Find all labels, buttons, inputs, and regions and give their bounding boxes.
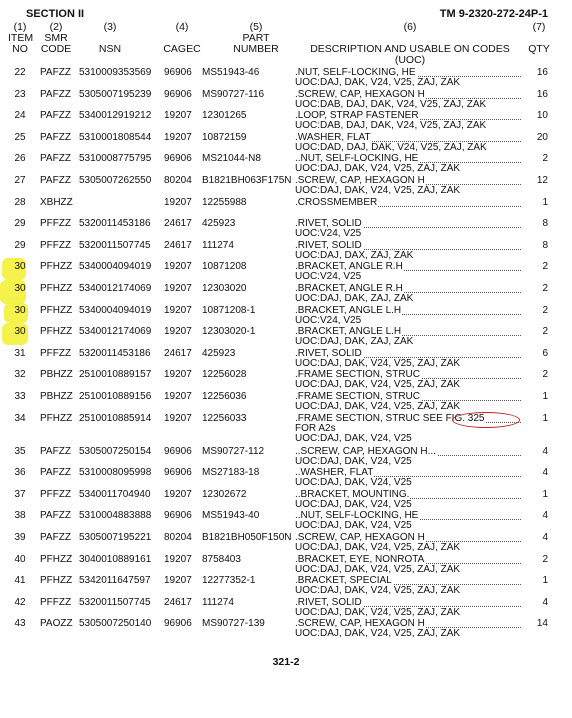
uoc-line: UOC:DAJ, DAK, V24, V25, ZAJ, ZAK <box>295 585 461 597</box>
column-header-label: DESCRIPTION AND USABLE ON CODES (UOC) <box>310 43 510 66</box>
uoc-line: UOC:DAJ, DAK, V24, V25 <box>295 520 412 532</box>
column-header-label: ITEM <box>8 32 34 44</box>
item-number: 42 <box>14 596 26 608</box>
cage-code: 19207 <box>164 304 192 316</box>
item-number: 29 <box>14 239 26 251</box>
nsn: 5320011453186 <box>79 218 151 230</box>
part-number: MS90727-112 <box>202 445 265 457</box>
description: ..NUT, SELF-LOCKING, HE <box>295 510 419 522</box>
quantity: 4 <box>542 467 548 479</box>
item-number: 33 <box>14 391 26 402</box>
uoc-line: UOC:DAJ, DAK, V24, V25, ZAJ, ZAK <box>295 606 461 618</box>
item-number: 30 <box>14 261 26 273</box>
description: .SCREW, CAP, HEXAGON H <box>295 532 425 543</box>
smr-code: PFHZZ <box>40 326 73 338</box>
part-number: MS90727-139 <box>202 618 265 630</box>
nsn: 5305007195239 <box>79 88 152 100</box>
quantity: 4 <box>542 596 548 608</box>
part-number: MS90727-116 <box>202 88 265 100</box>
uoc-line: UOC:V24, V25 <box>295 271 362 283</box>
item-number: 25 <box>14 131 26 143</box>
column-header-label: CAGEC <box>163 43 201 55</box>
column-number: (6) <box>403 21 417 33</box>
smr-code: XBHZZ <box>40 196 73 208</box>
part-number: MS27183-18 <box>202 467 260 479</box>
cage-code: 96906 <box>164 445 192 457</box>
quantity: 1 <box>542 575 548 587</box>
part-number: B1821BH063F175N <box>202 175 292 186</box>
page-number: 321-2 <box>272 656 300 668</box>
quantity: 2 <box>542 304 548 316</box>
uoc-line: UOC:DAJ, DAK, V24, V25, ZAJ, ZAK <box>295 185 461 196</box>
smr-code: PAFZZ <box>40 175 71 186</box>
uoc-line: UOC:V24, V25 <box>295 314 362 326</box>
uoc-line: UOC:DAJ, DAX, ZAJ, ZAK <box>295 249 414 261</box>
quantity: 14 <box>536 618 548 630</box>
quantity: 2 <box>542 283 548 294</box>
cage-code: 96906 <box>164 510 192 522</box>
cage-code: 24617 <box>164 596 192 608</box>
smr-code: PAFZZ <box>40 532 71 543</box>
nsn: 5305007250140 <box>79 618 152 630</box>
item-number: 30 <box>14 283 26 294</box>
cage-code: 19207 <box>164 196 192 208</box>
part-number: MS51943-40 <box>202 510 260 522</box>
part-number: MS51943-46 <box>202 67 260 78</box>
nsn: 5320011453186 <box>79 347 151 359</box>
quantity: 4 <box>542 510 548 522</box>
smr-code: PAFZZ <box>40 110 71 122</box>
smr-code: PAFZZ <box>40 467 71 479</box>
part-number: 12255988 <box>202 196 247 208</box>
smr-code: PFHZZ <box>40 261 73 273</box>
description: ..SCREW, CAP, HEXAGON H... <box>295 445 436 457</box>
part-number: 12301265 <box>202 110 247 122</box>
cage-code: 96906 <box>164 153 192 165</box>
column-number: (7) <box>532 21 546 33</box>
smr-code: PAFZZ <box>40 445 71 457</box>
smr-code: PFFZZ <box>40 347 72 359</box>
uoc-line: UOC:DAJ, DAK, V24, V25, ZAJ, ZAK <box>295 563 461 575</box>
smr-code: PAFZZ <box>40 131 71 143</box>
quantity: 2 <box>542 153 548 165</box>
nsn: 5310004883888 <box>79 510 152 522</box>
nsn: 5342011647597 <box>79 575 151 587</box>
item-number: 43 <box>14 618 26 630</box>
quantity: 8 <box>542 218 548 230</box>
uoc-line: UOC:DAJ, DAK, ZAJ, ZAK <box>295 336 414 348</box>
item-number: 23 <box>14 88 26 100</box>
item-number: 31 <box>14 347 26 359</box>
tm-number: TM 9-2320-272-24P-1 <box>439 8 548 20</box>
item-number: 39 <box>14 532 26 543</box>
uoc-line: UOC:V24, V25 <box>295 228 362 240</box>
item-number: 41 <box>14 575 26 587</box>
cage-code: 24617 <box>164 347 192 359</box>
part-number: 10871208-1 <box>202 304 256 316</box>
nsn: 5310001808544 <box>79 131 152 143</box>
part-number: 425923 <box>202 347 236 359</box>
nsn: 5310008095998 <box>79 467 152 479</box>
uoc-line: UOC:DAJ, DAK, ZAJ, ZAK <box>295 293 414 304</box>
nsn: 5340012919212 <box>79 110 152 122</box>
part-number: 111274 <box>202 239 234 251</box>
cage-code: 19207 <box>164 575 192 587</box>
description: .CROSSMEMBER <box>295 196 378 208</box>
quantity: 2 <box>542 326 548 338</box>
description: ..WASHER, FLAT <box>295 467 374 479</box>
uoc-line: UOC:DAB, DAJ, DAK, V24, V25, ZAJ, ZAK <box>295 120 487 132</box>
cage-code: 80204 <box>164 175 192 186</box>
smr-code: PAFZZ <box>40 153 71 165</box>
uoc-line: UOC:DAJ, DAK, V24, V25 <box>295 432 412 444</box>
description: .WASHER, FLAT <box>295 131 371 143</box>
part-number: MS21044-N8 <box>202 153 261 165</box>
cage-code: 19207 <box>164 412 192 424</box>
uoc-line: UOC:DAJ, DAK, V24, V25, ZAJ, ZAK <box>295 163 461 175</box>
uoc-line: UOC:DAJ, DAK, V24, V25, ZAJ, ZAK <box>295 357 461 369</box>
item-number: 40 <box>14 553 26 565</box>
uoc-line: UOC:DAJ, DAK, V24, V25 <box>295 498 412 510</box>
part-number: 12302672 <box>202 488 247 500</box>
cage-code: 19207 <box>164 131 192 143</box>
nsn: 2510010889156 <box>79 391 152 402</box>
cage-code: 19207 <box>164 261 192 273</box>
uoc-line: UOC:DAJ, DAK, V24, V25, ZAJ, ZAK <box>295 628 461 640</box>
smr-code: PFFZZ <box>40 488 72 500</box>
column-number: (5) <box>249 21 263 33</box>
description: .SCREW, CAP, HEXAGON H <box>295 88 425 100</box>
annotation-circle <box>452 412 520 428</box>
smr-code: PFHZZ <box>40 283 73 294</box>
cage-code: 96906 <box>164 618 192 630</box>
cage-code: 19207 <box>164 326 192 338</box>
nsn: 5305007262550 <box>79 175 152 186</box>
part-number: 8758403 <box>202 553 241 565</box>
cage-code: 19207 <box>164 488 192 500</box>
cage-code: 19207 <box>164 553 192 565</box>
description: .RIVET, SOLID <box>295 218 362 230</box>
column-number: (1) <box>13 21 27 33</box>
description: .RIVET, SOLID <box>295 347 362 359</box>
cage-code: 19207 <box>164 369 192 381</box>
part-number: 12277352-1 <box>202 575 256 587</box>
description: .RIVET, SOLID <box>295 596 362 608</box>
quantity: 1 <box>542 412 548 424</box>
description: .BRACKET, ANGLE R.H <box>295 261 403 273</box>
uoc-line: UOC:DAJ, DAK, V24, V25, ZAJ, ZAK <box>295 77 461 88</box>
description: .BRACKET, EYE, NONROTA <box>295 553 425 565</box>
smr-code: PFHZZ <box>40 553 73 565</box>
quantity: 16 <box>536 88 548 100</box>
cage-code: 96906 <box>164 467 192 479</box>
item-number: 24 <box>14 110 26 122</box>
item-number: 36 <box>14 467 26 479</box>
smr-code: PAFZZ <box>40 67 71 78</box>
uoc-line: UOC:DAB, DAJ, DAK, V24, V25, ZAJ, ZAK <box>295 98 487 110</box>
cage-code: 96906 <box>164 88 192 100</box>
nsn: 3040010889161 <box>79 553 152 565</box>
column-header-label: NO <box>12 43 28 55</box>
smr-code: PBHZZ <box>40 391 73 402</box>
part-number: 12256036 <box>202 391 247 402</box>
description: .RIVET, SOLID <box>295 239 362 251</box>
column-number: (4) <box>175 21 189 33</box>
description: .FRAME SECTION, STRUC SEE FIG. 325 <box>295 412 485 424</box>
quantity: 2 <box>542 261 548 273</box>
description: .FRAME SECTION, STRUC <box>295 369 421 381</box>
item-number: 22 <box>14 67 26 78</box>
item-number: 30 <box>14 304 26 316</box>
quantity: 12 <box>536 175 548 186</box>
part-number: 111274 <box>202 596 234 608</box>
quantity: 1 <box>542 488 548 500</box>
nsn: 2510010889157 <box>79 369 152 381</box>
item-number: 27 <box>14 175 26 186</box>
uoc-line: UOC:DAJ, DAK, V24, V25 <box>295 455 412 467</box>
nsn: 5340004094019 <box>79 261 152 273</box>
smr-code: PFHZZ <box>40 412 73 424</box>
description: .BRACKET, ANGLE L.H <box>295 304 402 316</box>
nsn: 5320011507745 <box>79 239 151 251</box>
nsn: 5340011704940 <box>79 488 151 500</box>
part-number: 12256028 <box>202 369 247 381</box>
nsn: 5340012174069 <box>79 283 152 294</box>
part-number: 12303020 <box>202 283 247 294</box>
item-number: 29 <box>14 218 26 230</box>
description: .LOOP, STRAP FASTENER <box>295 110 419 122</box>
uoc-line: UOC:DAJ, DAK, V24, V25, ZAJ, ZAK <box>295 379 461 391</box>
item-number: 28 <box>14 196 26 208</box>
column-header-label: NUMBER <box>233 43 279 55</box>
description: .SCREW, CAP, HEXAGON H <box>295 175 425 186</box>
part-number: B1821BH050F150N <box>202 532 292 543</box>
smr-code: PBHZZ <box>40 369 73 381</box>
smr-code: PFHZZ <box>40 304 73 316</box>
part-number: 12303020-1 <box>202 326 256 338</box>
smr-code: PAOZZ <box>40 618 73 630</box>
cage-code: 19207 <box>164 110 192 122</box>
cage-code: 19207 <box>164 283 192 294</box>
column-header-label: SMR <box>44 32 68 44</box>
item-number: 35 <box>14 445 26 457</box>
uoc-line: UOC:DAJ, DAK, V24, V25, ZAJ, ZAK <box>295 401 461 412</box>
description: .BRACKET, ANGLE R.H <box>295 283 403 294</box>
column-header-label: PART <box>242 32 270 44</box>
part-number: 425923 <box>202 218 236 230</box>
cage-code: 96906 <box>164 67 192 78</box>
quantity: 20 <box>536 131 548 143</box>
nsn: 5340004094019 <box>79 304 152 316</box>
smr-code: PFFZZ <box>40 218 72 230</box>
nsn: 2510010885914 <box>79 412 152 424</box>
quantity: 2 <box>542 553 548 565</box>
smr-code: PAFZZ <box>40 88 71 100</box>
part-number: 10872159 <box>202 131 247 143</box>
part-number: 12256033 <box>202 412 247 424</box>
uoc-line: UOC:DAJ, DAK, V24, V25 <box>295 477 412 489</box>
item-number: 26 <box>14 153 26 165</box>
nsn: 5320011507745 <box>79 596 151 608</box>
nsn: 5305007195221 <box>79 532 152 543</box>
column-header-label: QTY <box>528 43 550 55</box>
smr-code: PFFZZ <box>40 596 72 608</box>
quantity: 10 <box>536 110 548 122</box>
quantity: 1 <box>542 391 548 402</box>
description: .BRACKET, SPECIAL <box>295 575 392 587</box>
column-header-label: CODE <box>40 43 72 55</box>
nsn: 5310009353569 <box>79 67 152 78</box>
column-number: (2) <box>49 21 63 33</box>
item-number: 34 <box>14 412 26 424</box>
smr-code: PFHZZ <box>40 575 73 587</box>
description: .SCREW, CAP, HEXAGON H <box>295 618 425 630</box>
quantity: 4 <box>542 445 548 457</box>
quantity: 6 <box>542 347 548 359</box>
description: .BRACKET, ANGLE L.H <box>295 326 402 338</box>
cage-code: 24617 <box>164 218 192 230</box>
cage-code: 24617 <box>164 239 192 251</box>
column-number: (3) <box>103 21 117 33</box>
item-number: 38 <box>14 510 26 522</box>
smr-code: PFFZZ <box>40 239 72 251</box>
part-number: 10871208 <box>202 261 247 273</box>
cage-code: 80204 <box>164 532 192 543</box>
quantity: 1 <box>542 196 548 208</box>
section-title: SECTION II <box>26 8 85 20</box>
quantity: 16 <box>536 67 548 78</box>
description: .FRAME SECTION, STRUC <box>295 391 421 402</box>
item-number: 37 <box>14 488 26 500</box>
quantity: 2 <box>542 369 548 381</box>
nsn: 5340012174069 <box>79 326 152 338</box>
cage-code: 19207 <box>164 391 192 402</box>
quantity: 8 <box>542 239 548 251</box>
column-header-label: NSN <box>98 43 122 55</box>
uoc-line: UOC:DAJ, DAK, V24, V25, ZAJ, ZAK <box>295 542 461 553</box>
item-number: 30 <box>14 326 26 338</box>
uoc-line: FOR A2s <box>295 422 336 434</box>
item-number: 32 <box>14 369 26 381</box>
quantity: 4 <box>542 532 548 543</box>
smr-code: PAFZZ <box>40 510 71 522</box>
description: .NUT, SELF-LOCKING, HE <box>295 67 416 78</box>
uoc-line: UOC:DAD, DAJ, DAK, V24, V25, ZAJ, ZAK <box>295 141 487 153</box>
description: ..NUT, SELF-LOCKING, HE <box>295 153 419 165</box>
nsn: 5310008775795 <box>79 153 152 165</box>
description: ..BRACKET, MOUNTING. <box>295 488 410 500</box>
nsn: 5305007250154 <box>79 445 152 457</box>
